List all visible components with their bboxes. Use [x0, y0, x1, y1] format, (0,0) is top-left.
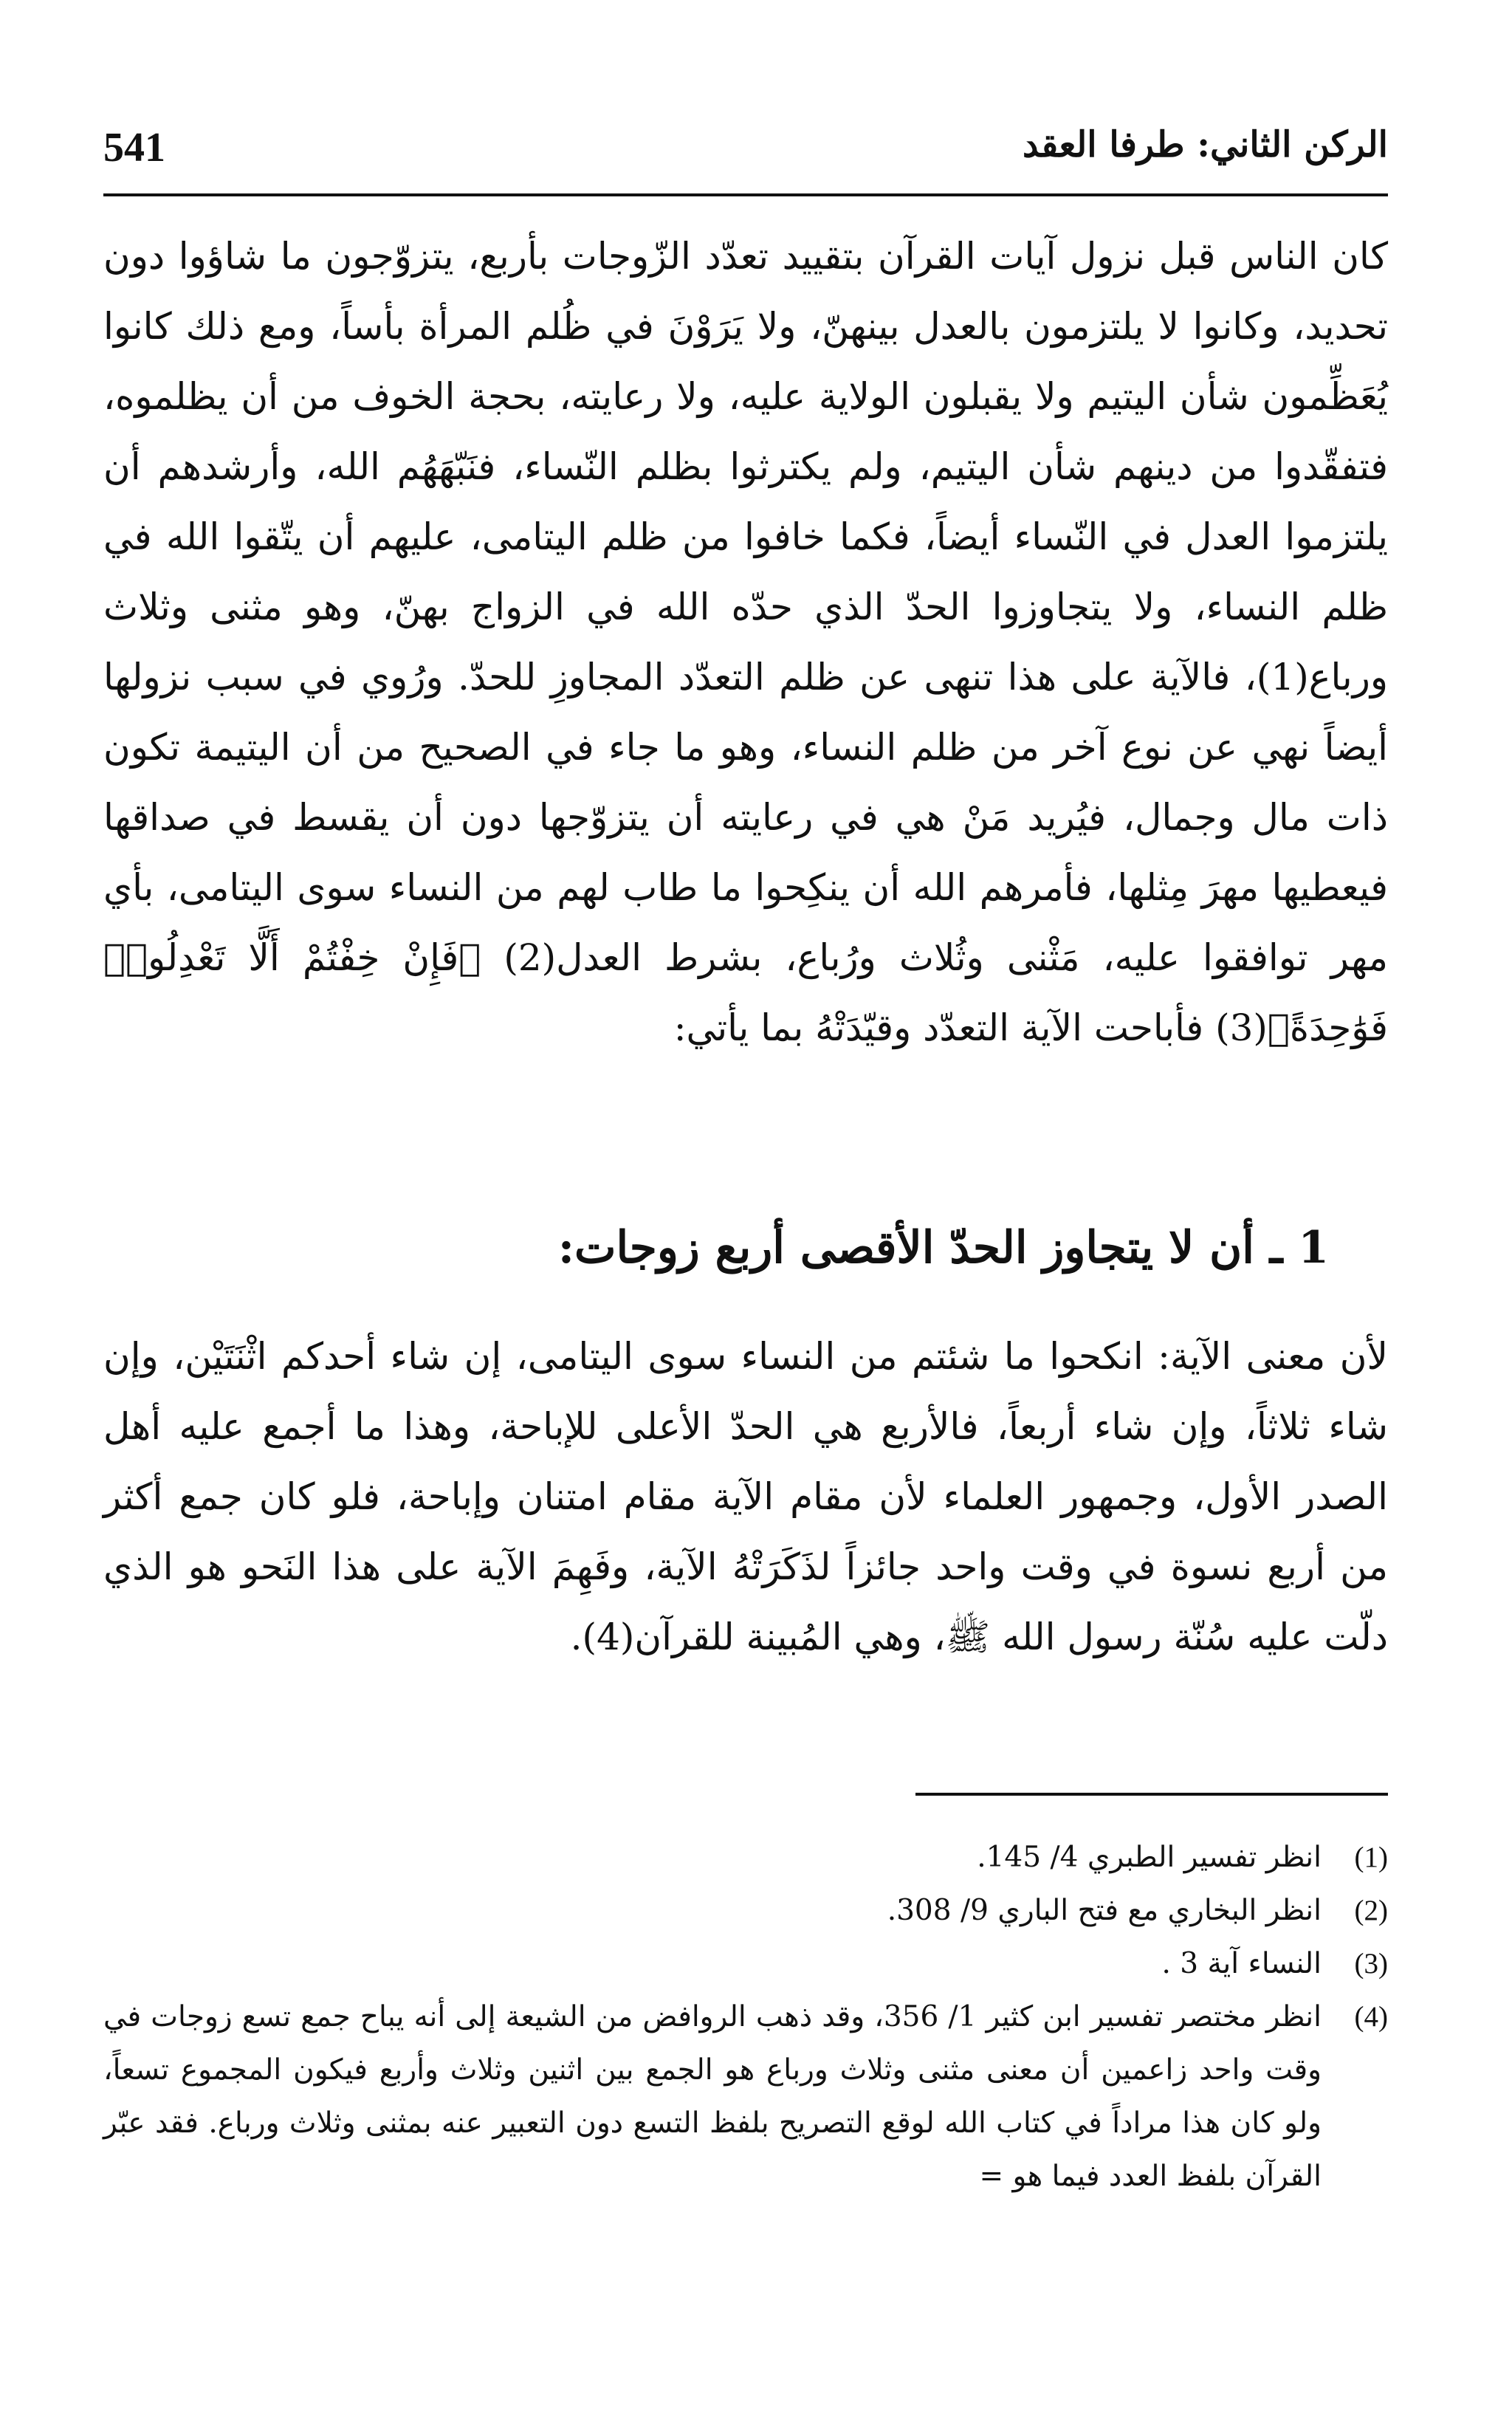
page-header — [103, 124, 1388, 183]
paragraph-intro: كان الناس قبل نزول آيات القرآن بتقييد تعدّد الزّوجات بأربع، يتزوّجون ما شاؤوا دون تحديد، وكانوا لا يلتزمون بالعدل بينهنّ، ولا يَرَوْنَ في ظُلم المرأة بأساً، ومع ذلك كانوا يُعَظِّمون شأن اليتيم ولا يقبلون الولاية عليه، ولا رعايته، بحجة الخوف من أن يظلموه، فتفقّدوا من دينهم شأن اليتيم، ولم يكترثوا بظلم النّساء، فنَبّهَهُم الله، وأرشدهم أن يلتزموا العدل في النّساء أيضاً، فكما خافوا من ظلم اليتامى، عليهم أن يتّقوا الله في ظلم النساء، ولا يتجاوزوا الحدّ الذي حدّه الله في الزواج بهنّ، وهو مثنى وثلاث ورباع(1)، فالآية على هذا تنهى عن ظلم التعدّد المجاوزِ للحدّ. ورُوي في سبب نزولها أيضاً نهي عن نوع آخر من ظلم النساء، وهو ما جاء في الصحيح من أن اليتيمة تكون ذات مال وجمال، فيُريد مَنْ هي في رعايته أن يتزوّجها دون أن يقسط في صداقها فيعطيها مهرَ مِثلها، فأمرهم الله أن ينكِحوا ما طاب لهم من النساء سوى اليتامى، بأي مهر توافقوا عليه، مَثْنى وثُلاث ورُباع، بشرط العدل(2) ﴿فَإِنْ خِفْتُمْ أَلَّا تَعْدِلُوا۟ فَوَٰحِدَةً﴾(3) فأباحت الآية التعدّد وقيّدَتْهُ بما يأتي: — [103, 235, 1388, 1049]
footnote-item — [103, 1991, 1388, 2203]
footnote-number: (3) — [1354, 1948, 1388, 1980]
footnotes — [103, 1831, 1388, 2203]
footnote-text: انظر تفسير الطبري 4/ 145. — [977, 1841, 1322, 1874]
section-heading: 1 ـ أن لا يتجاوز الحدّ الأقصى أربع زوجات: — [557, 1222, 1329, 1274]
footnote-number: (4) — [1354, 2001, 1388, 2033]
footnote-item — [103, 1937, 1388, 1991]
footnote-number: (2) — [1354, 1895, 1388, 1926]
footnote-number: (1) — [1354, 1841, 1388, 1873]
running-title: الركن الثاني: طرفا العقد — [1023, 124, 1388, 165]
footnote-item — [103, 1884, 1388, 1937]
page-number: 541 — [103, 125, 165, 171]
footnote-item — [103, 1831, 1388, 1884]
header-rule — [103, 193, 1388, 196]
footnote-rule — [915, 1793, 1388, 1796]
footnote-text: انظر مختصر تفسير ابن كثير 1/ 356، وقد ذهب الروافض من الشيعة إلى أنه يباح جمع تسع زوجات في وقت واحد زاعمين أن معنى مثنى وثلاث ورباع هو الجمع بين اثنين وثلاث وأربع فيكون المجموع تسعاً، ولو كان هذا مراداً في كتاب الله لوقع التصريح بلفظ التسع دون التعبير عنه بمثنى وثلاث ورباع. فقد عبّر القرآن بلفظ العدد فيما هو = — [103, 2000, 1322, 2193]
paragraph-explanation: لأن معنى الآية: انكحوا ما شئتم من النساء سوى اليتامى، إن شاء أحدكم اثْنَتَيْن، وإن شاء ثلاثاً، وإن شاء أربعاً، فالأربع هي الحدّ الأعلى للإباحة، وهذا ما أجمع عليه أهل الصدر الأول، وجمهور العلماء لأن مقام الآية مقام امتنان وإباحة، فلو كان جمع أكثر من أربع نسوة في وقت واحد جائزاً لذَكَرَتْهُ الآية، وفَهِمَ الآية على هذا النَحو هو الذي دلّت عليه سُنّة رسول الله ﷺ، وهي المُبينة للقرآن(4). — [103, 1335, 1388, 1658]
footnote-text: انظر البخاري مع فتح الباري 9/ 308. — [887, 1894, 1322, 1927]
footnote-text: النساء آية 3 . — [1161, 1947, 1322, 1980]
